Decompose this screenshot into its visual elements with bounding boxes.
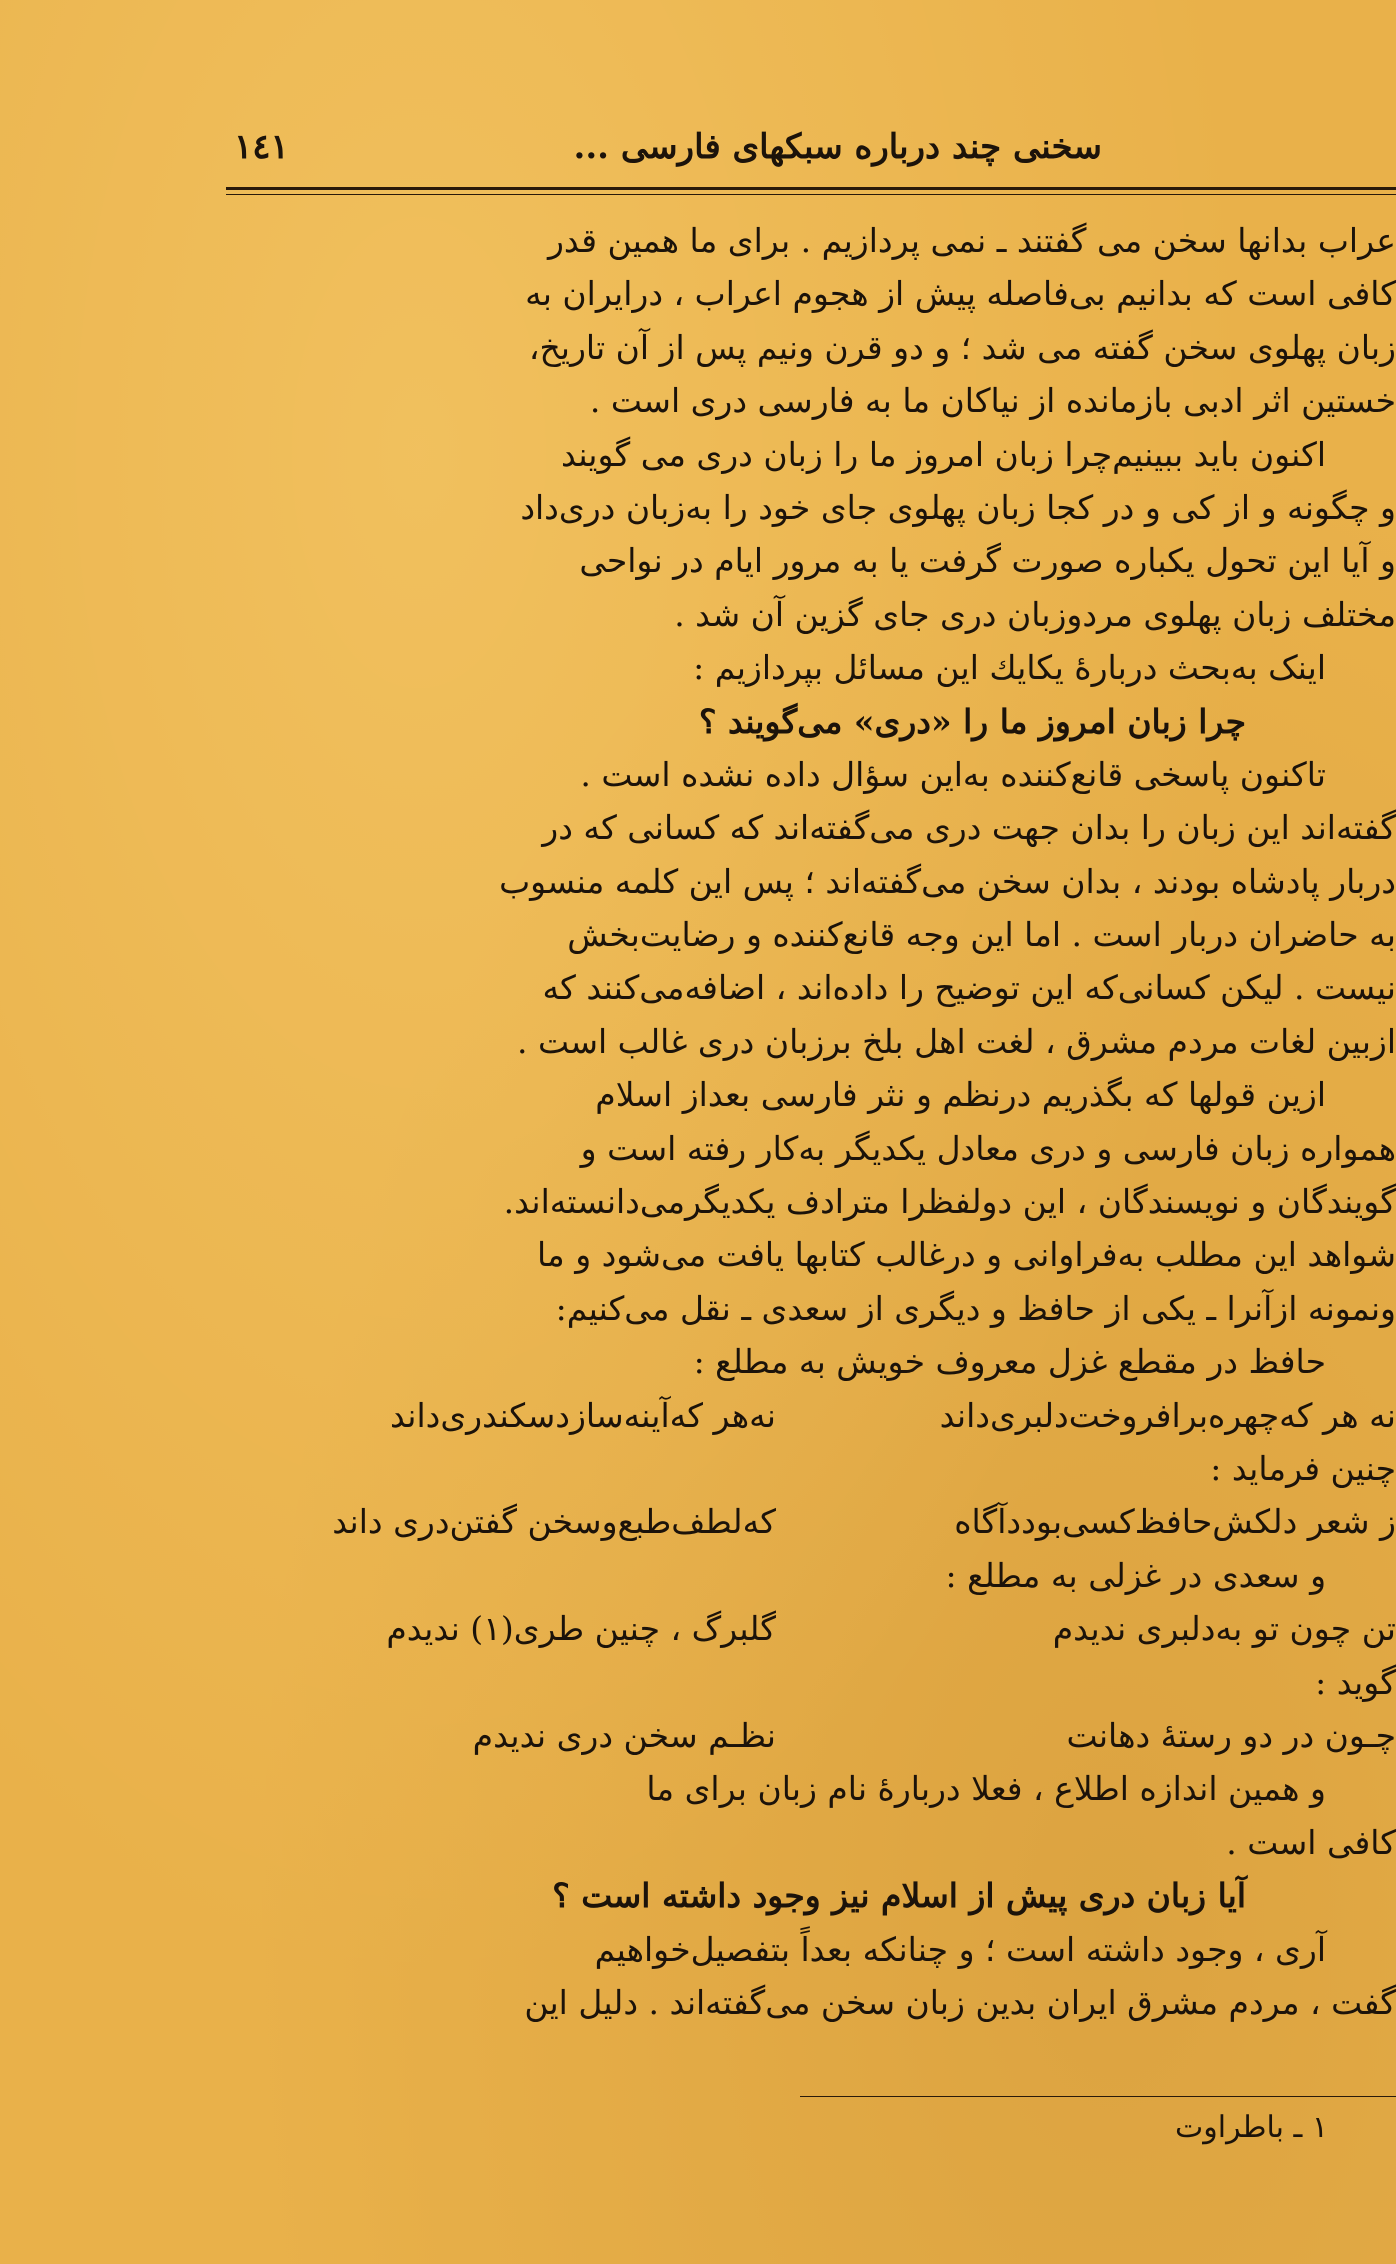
verse-hemistich: ز شعر دلکش‌حافظ‌کسی‌بوددآگاه bbox=[954, 1502, 1396, 1542]
text-line: زبان پهلوی سخن گفته می شد ؛ و دو قرن ونیم پس از آن تاریخ، bbox=[528, 327, 1396, 367]
text-line: اکنون باید ببینیم‌چرا زبان امروز ما را زبان دری می گویند bbox=[561, 434, 1326, 474]
page-header bbox=[228, 112, 1396, 182]
text-line: کافی است که بدانیم بی‌فاصله پیش از هجوم اعراب ، درایران به bbox=[525, 274, 1396, 314]
text-line: آری ، وجود داشته است ؛ و چنانکه بعداً بتفصیل‌خواهیم bbox=[594, 1929, 1326, 1969]
verse-hemistich: نه هر که‌چهره‌برافروخت‌دلبری‌داند bbox=[939, 1395, 1396, 1435]
verse-hemistich: چـون در دو رستهٔ دهانت bbox=[1066, 1715, 1396, 1755]
header-rule bbox=[226, 187, 1396, 190]
text-line: گفته‌اند این زبان را بدان جهت دری می‌گفته‌اند که کسانی که در bbox=[542, 808, 1396, 848]
verse-hemistich: که‌لطف‌طبع‌وسخن گفتن‌دری داند bbox=[332, 1502, 776, 1542]
verse-line bbox=[228, 1602, 1396, 1655]
verse-hemistich: نظـم سخن دری ندیدم bbox=[472, 1715, 776, 1755]
running-title: سخنی چند درباره سبکهای فارسی ... bbox=[573, 127, 1102, 167]
text-line: و همین اندازه اطلاع ، فعلا دربارهٔ نام زبان برای ما bbox=[646, 1769, 1326, 1809]
body-text bbox=[228, 214, 1396, 2104]
page-number: ١٤١ bbox=[234, 127, 289, 167]
text-line: کافی است . bbox=[1226, 1822, 1396, 1862]
text-line: گفت ، مردم مشرق ایران بدین زبان سخن می‌گفته‌اند . دلیل این bbox=[524, 1982, 1396, 2022]
text-line: شواهد این مطلب به‌فراوانی و درغالب کتابها یافت می‌شود و ما bbox=[536, 1235, 1396, 1275]
verse-hemistich: تن چون تو به‌دلبری ندیدم bbox=[1052, 1609, 1396, 1649]
text-line: دربار پادشاه بودند ، بدان سخن می‌گفته‌اند ؛ پس این کلمه منسوب bbox=[499, 861, 1396, 901]
text-line: عراب بدانها سخن می گفتند ـ نمی پردازیم . برای ما همین قدر bbox=[547, 221, 1396, 260]
header-rule-thin bbox=[226, 194, 1396, 195]
text-line: گویندگان و نویسندگان ، این دولفظرا مترادف یکدیگرمی‌دانسته‌اند. bbox=[503, 1182, 1396, 1222]
text-line: چنین فرماید : bbox=[1210, 1448, 1396, 1488]
section-heading: چرا زبان امروز ما را «دری» می‌گویند ؟ bbox=[699, 701, 1246, 741]
text-line: حافظ در مقطع غزل معروف خویش به مطلع : bbox=[693, 1342, 1326, 1382]
text-line: گوید : bbox=[1315, 1662, 1396, 1702]
text-line: و سعدی در غزلی به مطلع : bbox=[945, 1555, 1326, 1595]
section-heading: آیا زبان دری پیش از اسلام نیز وجود داشته است ؟ bbox=[552, 1876, 1246, 1916]
text-line: و آیا این تحول یکباره صورت گرفت یا به مرور ایام در نواحی bbox=[579, 541, 1396, 581]
text-line: نیست . لیکن کسانی‌که این توضیح را داده‌اند ، اضافه‌می‌کنند که bbox=[542, 968, 1396, 1008]
text-line: تاکنون پاسخی قانع‌کننده به‌این سؤال داده نشده است . bbox=[580, 754, 1326, 794]
footnote-rule bbox=[800, 2096, 1396, 2097]
verse-line bbox=[228, 1709, 1396, 1762]
verse-hemistich: گلبرگ ، چنین طری(١) ندیدم bbox=[386, 1609, 776, 1649]
verse-hemistich: نه‌هر که‌آینه‌سازدسکندری‌داند bbox=[389, 1395, 776, 1435]
text-line: ازبین لغات مردم مشرق ، لغت اهل بلخ برزبان دری غالب است . bbox=[516, 1021, 1396, 1061]
text-line: ونمونه ازآنرا ـ یکی از حافظ و دیگری از سعدی ـ نقل می‌کنیم: bbox=[555, 1288, 1396, 1328]
verse-line bbox=[228, 1389, 1396, 1442]
text-line: اینک به‌بحث دربارهٔ یکایك این مسائل بپردازیم : bbox=[693, 648, 1326, 688]
footnote: ١ ـ باطراوت bbox=[1175, 2110, 1328, 2145]
text-line: مختلف زبان پهلوی مردوزبان دری جای گزین آن شد . bbox=[674, 594, 1396, 634]
text-line: ازین قولها که بگذریم درنظم و نثر فارسی بعداز اسلام bbox=[595, 1075, 1326, 1115]
text-line: به حاضران دربار است . اما این وجه قانع‌کننده و رضایت‌بخش bbox=[567, 915, 1396, 955]
verse-line bbox=[228, 1495, 1396, 1548]
text-line: و چگونه و از کی و در کجا زبان پهلوی جای خود را به‌زبان دری‌داد bbox=[520, 487, 1396, 527]
text-line: خستین اثر ادبی بازمانده از نیاکان ما به فارسی دری است . bbox=[589, 381, 1396, 421]
text-line: همواره زبان فارسی و دری معادل یکدیگر به‌کار رفته است و bbox=[580, 1128, 1396, 1168]
